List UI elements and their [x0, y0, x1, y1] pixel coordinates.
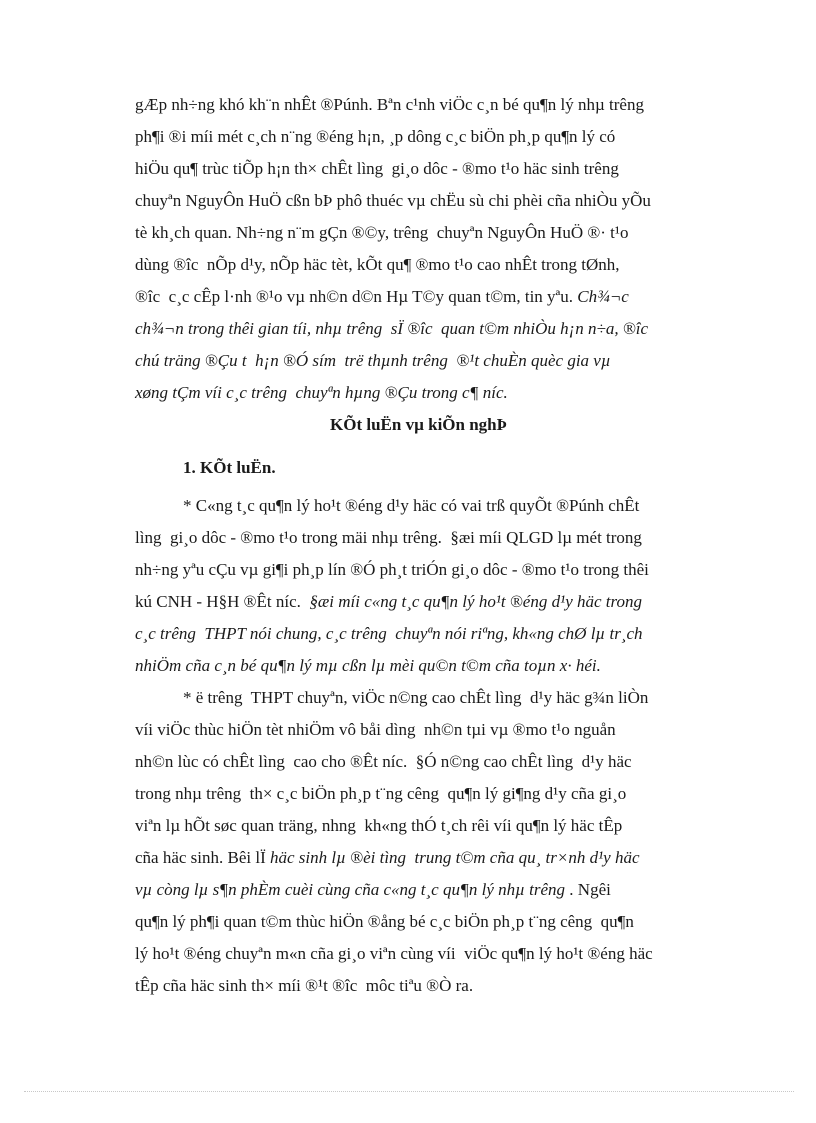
paragraph-line: trong nhµ trêng th× c¸c biÖn ph¸p t¨ng cêng qu¶n lý gi¶ng d¹y cña gi¸o — [135, 784, 627, 803]
paragraph-italic-text: §æi míi c«ng t¸c qu¶n lý ho¹t ®éng d¹y häc trong — [309, 592, 643, 611]
paragraph-text: . Ngêi — [565, 880, 611, 899]
paragraph-italic-line: nhiÖm cña c¸n bé qu¶n lý mµ cßn lµ mèi qu©n t©m cña toµn x· héi. — [135, 656, 601, 675]
subsection-heading: 1. KÕt luËn. — [183, 458, 276, 477]
paragraph-italic-line: xøng tÇm víi c¸c trêng chuyªn hµng ®Çu trong c¶ níc. — [135, 383, 508, 402]
paragraph-line: dùng ®îc nÕp d¹y, nÕp häc tèt, kÕt qu¶ ®mo t¹o cao nhÊt trong tØnh, — [135, 255, 620, 274]
paragraph-line: * ë trêng THPT chuyªn, viÖc n©ng cao chÊt lìng d¹y häc g¾n liÒn — [183, 688, 649, 707]
paragraph-line: gÆp nh÷ng khó kh¨n nhÊt ®Púnh. Bªn c¹nh viÖc c¸n bé qu¶n lý nhµ trêng — [135, 95, 644, 114]
paragraph-text: cña häc sinh. Bêi lÏ — [135, 848, 266, 867]
paragraph-line: hiÖu qu¶ trùc tiÕp h¡n th× chÊt lìng gi¸o dôc - ®mo t¹o häc sinh trêng — [135, 159, 619, 178]
paragraph-line: nh©n lùc có chÊt lìng cao cho ®Êt níc. §Ó n©ng cao chÊt lìng d¹y häc — [135, 752, 632, 771]
paragraph-line: tÊp cña häc sinh th× míi ®¹t ®îc môc tiªu ®Ò ra. — [135, 976, 474, 995]
paragraph-italic-line: ch¾¬n trong thêi gian tíi, nhµ trêng sÏ ®îc quan t©m nhiÒu h¡n n÷a, ®îc — [135, 319, 649, 338]
paragraph-line: * C«ng t¸c qu¶n lý ho¹t ®éng d¹y häc có vai trß quyÕt ®Púnh chÊt — [183, 496, 640, 515]
paragraph-line — [135, 287, 629, 307]
paragraph-italic-line: c¸c trêng THPT nói chung, c¸c trêng chuyªn nói riªng, kh«ng chØ lµ tr¸ch — [135, 624, 643, 643]
paragraph-line: chuyªn NguyÔn HuÖ cßn bÞ phô thuéc vµ chËu sù chi phèi cña nhiÒu yÕu — [135, 191, 651, 210]
page-bottom-divider — [24, 1091, 794, 1092]
paragraph-line — [135, 848, 640, 868]
paragraph-line: viªn lµ hÕt søc quan träng, nhng kh«ng thÓ t¸ch rêi víi qu¶n lý häc tÊp — [135, 816, 623, 835]
paragraph-text: kú CNH - H§H ®Êt níc. — [135, 592, 301, 611]
paragraph-line: lý ho¹t ®éng chuyªn m«n cña gi¸o viªn cùng víi viÖc qu¶n lý ho¹t ®éng häc — [135, 944, 653, 963]
paragraph-italic-text: häc sinh lµ ®èi tìng trung t©m cña qu¸ tr×nh d¹y häc — [270, 848, 640, 867]
paragraph-line — [135, 880, 611, 900]
paragraph-line: qu¶n lý ph¶i quan t©m thùc hiÖn ®ång bé c¸c biÖn ph¸p t¨ng cêng qu¶n — [135, 912, 634, 931]
paragraph-italic-text: vµ còng lµ s¶n phÈm cuèi cùng cña c«ng t¸c qu¶n lý nhµ trêng — [135, 880, 566, 899]
paragraph-line: lìng gi¸o dôc - ®mo t¹o trong mäi nhµ trêng. §æi míi QLGD lµ mét trong — [135, 528, 642, 547]
paragraph-line: víi viÖc thùc hiÖn tèt nhiÖm vô båi dìng nh©n tµi vµ ®mo t¹o nguån — [135, 720, 616, 739]
paragraph-italic-line: chú träng ®Çu t h¡n ®Ó sím trë thµnh trêng ®¹t chuÈn quèc gia vµ — [135, 351, 611, 370]
paragraph-text: ®îc c¸c cÊp l·nh ®¹o vµ nh©n d©n Hµ T©y quan t©m, tin yªu. — [135, 287, 573, 306]
paragraph-line: nh÷ng yªu cÇu vµ gi¶i ph¸p lín ®Ó ph¸t triÓn gi¸o dôc - ®mo t¹o trong thêi — [135, 560, 649, 579]
paragraph-line — [135, 592, 642, 612]
paragraph-line: tè kh¸ch quan. Nh÷ng n¨m gÇn ®©y, trêng chuyªn NguyÔn HuÖ ®· t¹o — [135, 223, 629, 242]
paragraph-line: ph¶i ®i míi mét c¸ch n¨ng ®éng h¡n, ¸p dông c¸c biÖn ph¸p qu¶n lý có — [135, 127, 616, 146]
paragraph-italic-text: Ch¾¬c — [577, 287, 629, 306]
section-heading: KÕt luËn vµ kiÕn nghÞ — [330, 415, 508, 434]
